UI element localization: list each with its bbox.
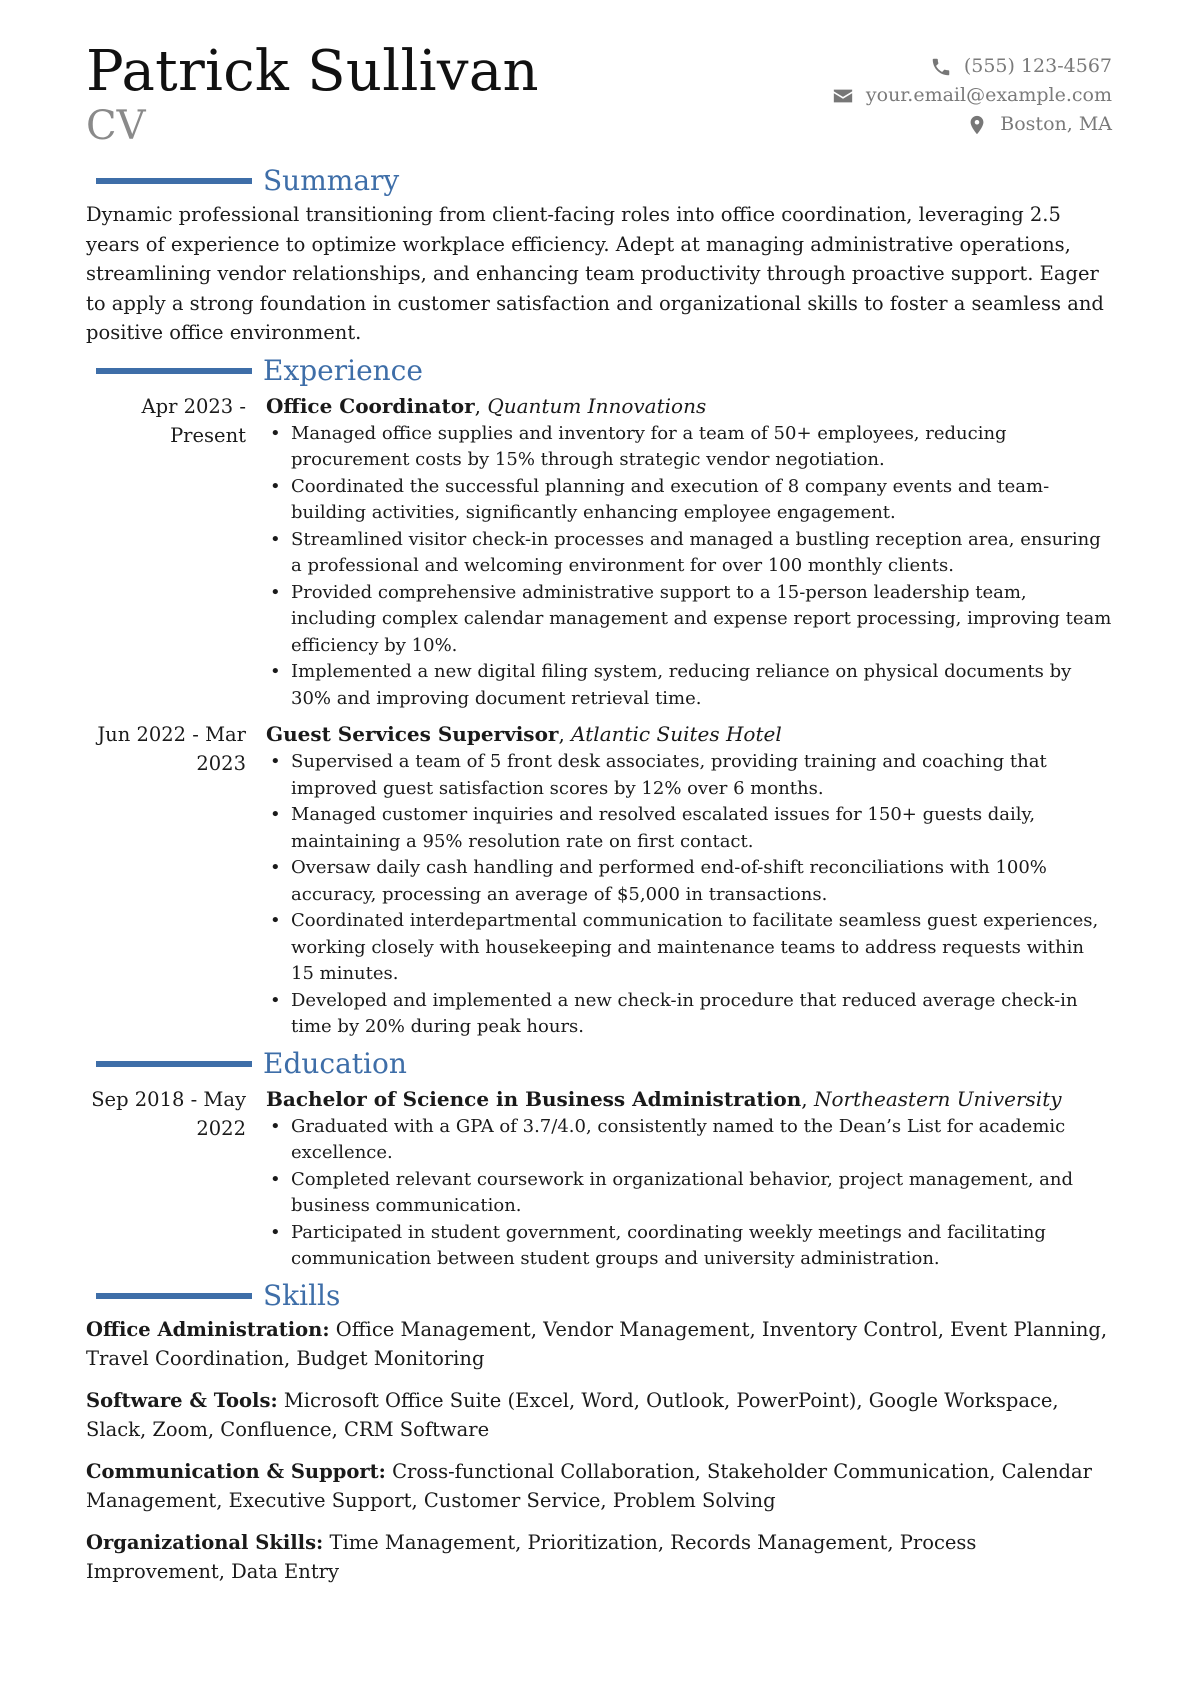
bullet-item: • Supervised a team of 5 front desk associates, providing training and coaching that improved guest satisfaction scores by 12% over 6 months. bbox=[266, 749, 1112, 802]
skill-group-label: Software & Tools: bbox=[86, 1388, 278, 1412]
entry-heading: Guest Services Supervisor, Atlantic Suites Hotel bbox=[266, 722, 782, 746]
section-title-experience: Experience bbox=[263, 353, 423, 387]
skill-group bbox=[86, 1457, 1112, 1516]
section-experience-header bbox=[86, 352, 1112, 390]
skill-group-items: Office Management, Vendor Management, Inventory Control, Event Planning, Travel Coordination, Budget Monitoring bbox=[86, 1317, 1108, 1370]
contact-block bbox=[832, 52, 1112, 139]
entry-date: Sep 2018 - May 2022 bbox=[91, 1087, 246, 1140]
skill-group bbox=[86, 1386, 1112, 1445]
contact-phone bbox=[832, 52, 1112, 81]
bullet-item: • Oversaw daily cash handling and performed end-of-shift reconciliations with 100% accuracy, processing an average of $5,000 in transactions. bbox=[266, 855, 1112, 908]
bullet-item: • Implemented a new digital filing system, reducing reliance on physical documents by 30% and improving document retrieval time. bbox=[266, 659, 1112, 712]
section-summary-header bbox=[86, 162, 1112, 200]
bullet-item: • Managed customer inquiries and resolved escalated issues for 150+ guests daily, maintaining a 95% resolution rate on first contact. bbox=[266, 802, 1112, 855]
section-title-education: Education bbox=[263, 1046, 407, 1080]
section-skills-header bbox=[86, 1277, 1112, 1315]
entry-heading: Office Coordinator, Quantum Innovations bbox=[266, 393, 707, 418]
bullet-item: • Provided comprehensive administrative support to a 15-person leadership team, including complex calendar management and expense report processing, improving team efficiency by 10%. bbox=[266, 580, 1112, 660]
entry-bullets bbox=[266, 421, 1112, 713]
skill-group-label: Office Administration: bbox=[86, 1317, 330, 1341]
section-title-summary: Summary bbox=[263, 164, 400, 197]
resume-header bbox=[86, 40, 1112, 158]
skill-group-items: Microsoft Office Suite (Excel, Word, Outlook, PowerPoint), Google Workspace, Slack, Zoom, Confluence, CRM Software bbox=[86, 1388, 1059, 1441]
experience-entry bbox=[86, 392, 1112, 713]
degree-title: Bachelor of Science in Business Administration bbox=[266, 1086, 802, 1111]
location-text: Boston, MA bbox=[1000, 113, 1112, 135]
bullet-item: • Coordinated interdepartmental communication to facilitate seamless guest experiences, working closely with housekeeping and maintenance teams to address requests within 15 minutes. bbox=[266, 908, 1112, 988]
document-subtitle: CV bbox=[86, 103, 146, 149]
bullet-item: • Managed office supplies and inventory for a team of 50+ employees, reducing procurement costs by 15% through strategic vendor negotiation. bbox=[266, 421, 1112, 474]
map-pin-icon bbox=[966, 114, 988, 136]
resume-page bbox=[86, 40, 1112, 1599]
section-title-skills: Skills bbox=[263, 1278, 341, 1312]
contact-email bbox=[832, 81, 1112, 110]
envelope-icon bbox=[832, 85, 854, 107]
bullet-item: • Developed and implemented a new check-in procedure that reduced average check-in time by 20% during peak hours. bbox=[266, 988, 1112, 1041]
entry-heading: Bachelor of Science in Business Administration, Northeastern University bbox=[266, 1086, 1062, 1111]
section-divider-bar bbox=[96, 178, 252, 184]
entry-body bbox=[266, 1085, 1112, 1273]
bullet-item: • Streamlined visitor check-in processes and managed a bustling reception area, ensuring a professional and welcoming environment for over 100 monthly clients. bbox=[266, 527, 1112, 580]
experience-entry bbox=[86, 720, 1112, 1041]
skill-group-label: Organizational Skills: bbox=[86, 1530, 324, 1554]
phone-text[interactable]: (555) 123-4567 bbox=[963, 55, 1112, 77]
skill-group-items: Time Management, Prioritization, Records Management, Process Improvement, Data Entry bbox=[86, 1530, 977, 1583]
entry-body bbox=[266, 392, 1112, 713]
education-entry bbox=[86, 1085, 1112, 1273]
entry-body bbox=[266, 720, 1112, 1041]
employer-name: Atlantic Suites Hotel bbox=[571, 722, 782, 746]
bullet-item: • Participated in student government, coordinating weekly meetings and facilitating communication between student groups and university administration. bbox=[266, 1220, 1112, 1273]
bullet-item: • Completed relevant coursework in organizational behavior, project management, and business communication. bbox=[266, 1167, 1112, 1220]
job-title: Guest Services Supervisor bbox=[266, 722, 559, 746]
section-education-header bbox=[86, 1045, 1112, 1083]
bullet-item: • Coordinated the successful planning and execution of 8 company events and team-building activities, significantly enhancing employee engagement. bbox=[266, 474, 1112, 527]
candidate-name: Patrick Sullivan bbox=[86, 39, 539, 104]
entry-date: Jun 2022 - Mar 2023 bbox=[97, 723, 246, 775]
bullet-item: • Graduated with a GPA of 3.7/4.0, consistently named to the Dean’s List for academic excellence. bbox=[266, 1114, 1112, 1167]
entry-date: Apr 2023 - Present bbox=[141, 394, 246, 447]
institution-name: Northeastern University bbox=[813, 1086, 1062, 1111]
skill-group-label: Communication & Support: bbox=[86, 1459, 386, 1483]
email-link[interactable]: your.email@example.com bbox=[865, 84, 1112, 106]
entry-bullets bbox=[266, 1114, 1112, 1273]
skill-group bbox=[86, 1528, 1112, 1587]
section-divider-bar bbox=[96, 1293, 252, 1299]
section-divider-bar bbox=[96, 368, 252, 374]
contact-location bbox=[832, 110, 1112, 139]
job-title: Office Coordinator bbox=[266, 393, 475, 418]
employer-name: Quantum Innovations bbox=[487, 393, 707, 418]
section-divider-bar bbox=[96, 1061, 252, 1067]
entry-bullets bbox=[266, 749, 1112, 1041]
skill-group bbox=[86, 1315, 1112, 1374]
phone-icon bbox=[930, 56, 952, 78]
skill-group-items: Cross-functional Collaboration, Stakeholder Communication, Calendar Management, Executive Support, Customer Service, Problem Solving bbox=[86, 1459, 1092, 1512]
summary-text: Dynamic professional transitioning from client-facing roles into office coordination, leveraging 2.5 years of experience to optimize workplace efficiency. Adept at managing administrative operations, streamlining vendor relationships, and enhancing team productivity through proactive support. Eager to apply a strong foundation in customer satisfaction and organizational skills to foster a seamless and positive office environment. bbox=[86, 203, 1104, 344]
